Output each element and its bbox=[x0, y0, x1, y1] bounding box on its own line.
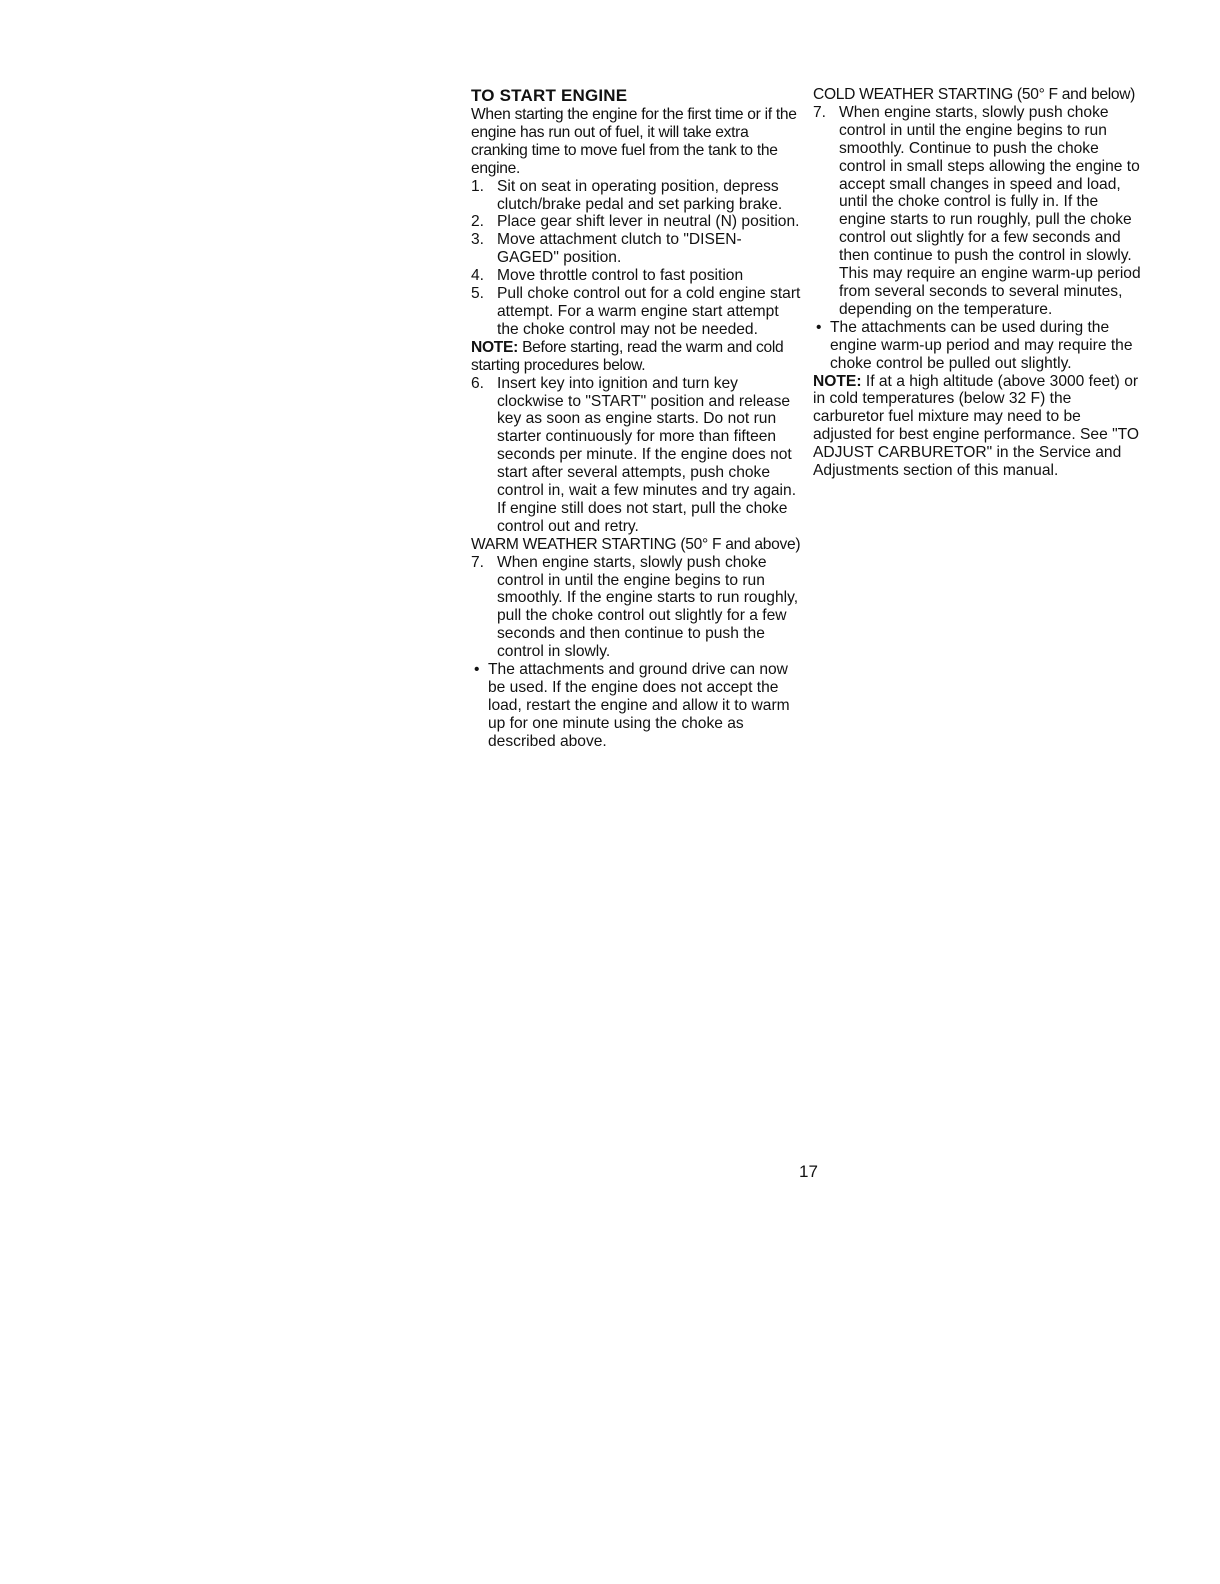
warm-step-7 bbox=[471, 554, 801, 661]
step-text: Move throttle control to fast position bbox=[497, 267, 744, 285]
step-5 bbox=[471, 285, 801, 339]
step-2 bbox=[471, 213, 801, 231]
bullet-symbol: • bbox=[816, 318, 822, 336]
step-number: 1. bbox=[471, 177, 485, 195]
step-number: 2. bbox=[471, 213, 485, 231]
step-4 bbox=[471, 267, 801, 285]
step-text: Move attachment clutch to "DISEN-GAGED" position. bbox=[497, 231, 742, 267]
page-number: 17 bbox=[799, 1162, 818, 1181]
note-label: NOTE: bbox=[471, 338, 519, 356]
warm-bullet-item bbox=[471, 661, 801, 751]
intro-paragraph: When starting the engine for the first time or if the engine has run out of fuel, it will take extra cranking time to move fuel from the tank to the engine. bbox=[471, 106, 797, 177]
step-text: Insert key into ignition and turn key clockwise to "START" position and release key as soon as engine starts. Do not run starter continuously for more than fifteen seconds per minute. If the engine does not start after several attempts, push choke control in, wait a few minutes and try again. If engine still does not start, pull the choke control out and retry. bbox=[497, 374, 797, 535]
note-text: Before starting, read the warm and cold starting procedures below. bbox=[471, 338, 784, 374]
left-column bbox=[471, 86, 801, 751]
step-text: Sit on seat in operating position, depress clutch/brake pedal and set parking brake. bbox=[497, 177, 783, 213]
step-number: 7. bbox=[813, 103, 827, 121]
step-number: 6. bbox=[471, 374, 485, 392]
step-number: 7. bbox=[471, 553, 485, 571]
note-label: NOTE: bbox=[813, 372, 862, 390]
step-number: 5. bbox=[471, 285, 485, 303]
bullet-text: The attachments and ground drive can now be used. If the engine does not accept the load, restart the engine and allow it to warm up for one minute using the choke as described above. bbox=[488, 661, 790, 750]
step-1 bbox=[471, 178, 801, 214]
note-text: If at a high altitude (above 3000 feet) or in cold temperatures (below 32 F) the carburetor fuel mixture may need to be adjusted for best engine performance. See "TO ADJUST CARBURETOR" in the Service and Adjustments section of this manual. bbox=[813, 372, 1139, 480]
cold-bullet-item bbox=[813, 319, 1143, 373]
step-number: 4. bbox=[471, 267, 485, 285]
right-column bbox=[813, 86, 1143, 480]
section-heading: TO START ENGINE bbox=[471, 86, 628, 105]
warm-weather-heading: WARM WEATHER STARTING (50° F and above) bbox=[471, 535, 801, 553]
step-text: When engine starts, slowly push choke control in until the engine begins to run smoothly. If the engine starts to run roughly, pull the choke control out slightly for a few seconds and then continue to push the control in slowly. bbox=[497, 553, 799, 661]
note-altitude bbox=[813, 373, 1143, 480]
step-text: Pull choke control out for a cold engine start attempt. For a warm engine start attempt the choke control may not be needed. bbox=[497, 285, 801, 338]
step-3 bbox=[471, 231, 801, 267]
bullet-symbol: • bbox=[474, 661, 480, 679]
step-text: Place gear shift lever in neutral (N) position. bbox=[497, 213, 800, 231]
cold-weather-heading: COLD WEATHER STARTING (50° F and below) bbox=[813, 86, 1136, 103]
step-6 bbox=[471, 375, 801, 536]
cold-step-7 bbox=[813, 104, 1143, 319]
step-text: When engine starts, slowly push choke control in until the engine begins to run smoothly. Continue to push the choke control in small steps allowing the engine to accept small changes in speed and load, until the choke control is fully in. If the engine starts to run roughly, pull the choke control out slightly for a few seconds and then continue to push the control in slowly. This may require an engine warm-up period from several seconds to several minutes, depending on the temperature. bbox=[839, 103, 1141, 318]
note-before-starting bbox=[471, 339, 801, 375]
bullet-text: The attachments can be used during the engine warm-up period and may require the choke control be pulled out slightly. bbox=[830, 318, 1133, 372]
step-number: 3. bbox=[471, 231, 485, 249]
